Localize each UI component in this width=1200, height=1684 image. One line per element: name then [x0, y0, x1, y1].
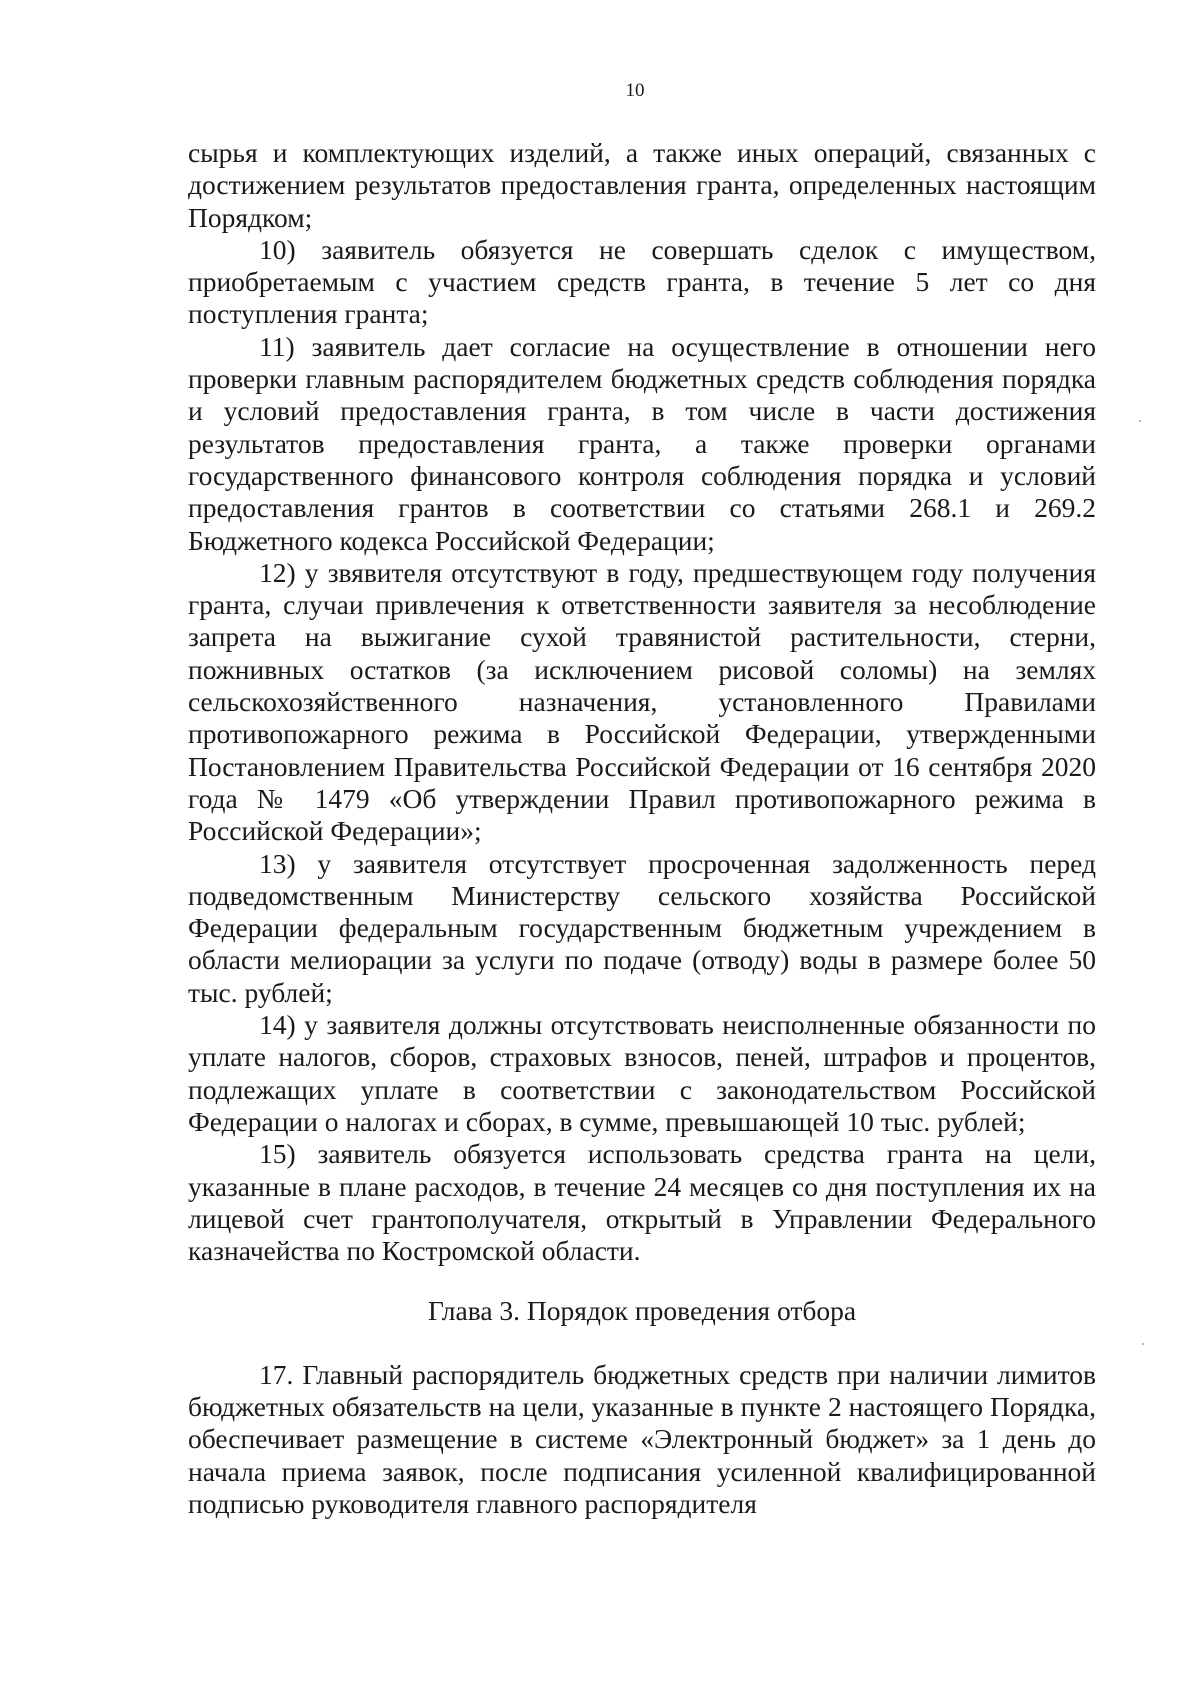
page-number: 10 — [625, 80, 645, 101]
paragraph-item-14: 14) у заявителя должны отсутствовать неисполненные обязанности по уплате налогов, сборов, страховых взносов, пеней, штрафов и процентов, подлежащих уплате в соответствии с законодательством Российской Федерации о налогах и сборах, в сумме, превышающей 10 тыс. рублей; — [188, 1009, 1096, 1137]
paragraph-item-11: 11) заявитель дает согласие на осуществление в отношении него проверки главным распорядителем бюджетных средств соблюдения порядка и условий предоставления гранта, в том числе в части достижения результатов предоставления гранта, а также проверки органами государственного финансового контроля соблюдения порядка и условий предоставления грантов в соответствии со статьями 268.1 и 269.2 Бюджетного кодекса Российской Федерации; — [188, 330, 1096, 556]
paragraph-item-10: 10) заявитель обязуется не совершать сделок с имуществом, приобретаемым с участием средств гранта, в течение 5 лет со дня поступления гранта; — [188, 233, 1096, 330]
scan-speck — [1142, 1343, 1144, 1345]
paragraph-item-12: 12) у звявителя отсутствуют в году, предшествующем году получения гранта, случаи привлечения к ответственности заявителя за несоблюдение запрета на выжигание сухой травянистой растительности, стерни, пожнивных остатков (за исключением рисовой соломы) на землях сельскохозяйственного назначения, установленного Правилами противопожарного режима в Российской Федерации, утвержденными Постановлением Правительства Российской Федерации от 16 сентября 2020 года № 1479 «Об утверждении Правил противопожарного режима в Российской Федерации»; — [188, 556, 1096, 847]
document-body — [188, 137, 1096, 1520]
chapter-heading: Глава 3. Порядок проведения отбора — [427, 1295, 857, 1327]
paragraph-item-17: 17. Главный распорядитель бюджетных средств при наличии лимитов бюджетных обязательств на цели, указанные в пункте 2 настоящего Порядка, обеспечивает размещение в системе «Электронный бюджет» за 1 день до начала приема заявок, после подписания усиленной квалифицированной подписью руководителя главного распорядителя — [188, 1358, 1096, 1519]
scan-speck — [1139, 420, 1141, 422]
paragraph-continuation: сырья и комплектующих изделий, а также иных операций, связанных с достижением результатов предоставления гранта, определенных настоящим Порядком; — [188, 137, 1096, 233]
paragraph-item-15: 15) заявитель обязуется использовать средства гранта на цели, указанные в плане расходов, в течение 24 месяцев со дня поступления их на лицевой счет грантополучателя, открытый в Управлении Федерального казначейства по Костромской области. — [188, 1138, 1096, 1267]
paragraph-item-13: 13) у заявителя отсутствует просроченная задолженность перед подведомственным Министерству сельского хозяйства Российской Федерации федеральным государственным бюджетным учреждением в области мелиорации за услуги по подаче (отводу) воды в размере более 50 тыс. рублей; — [188, 847, 1096, 1008]
